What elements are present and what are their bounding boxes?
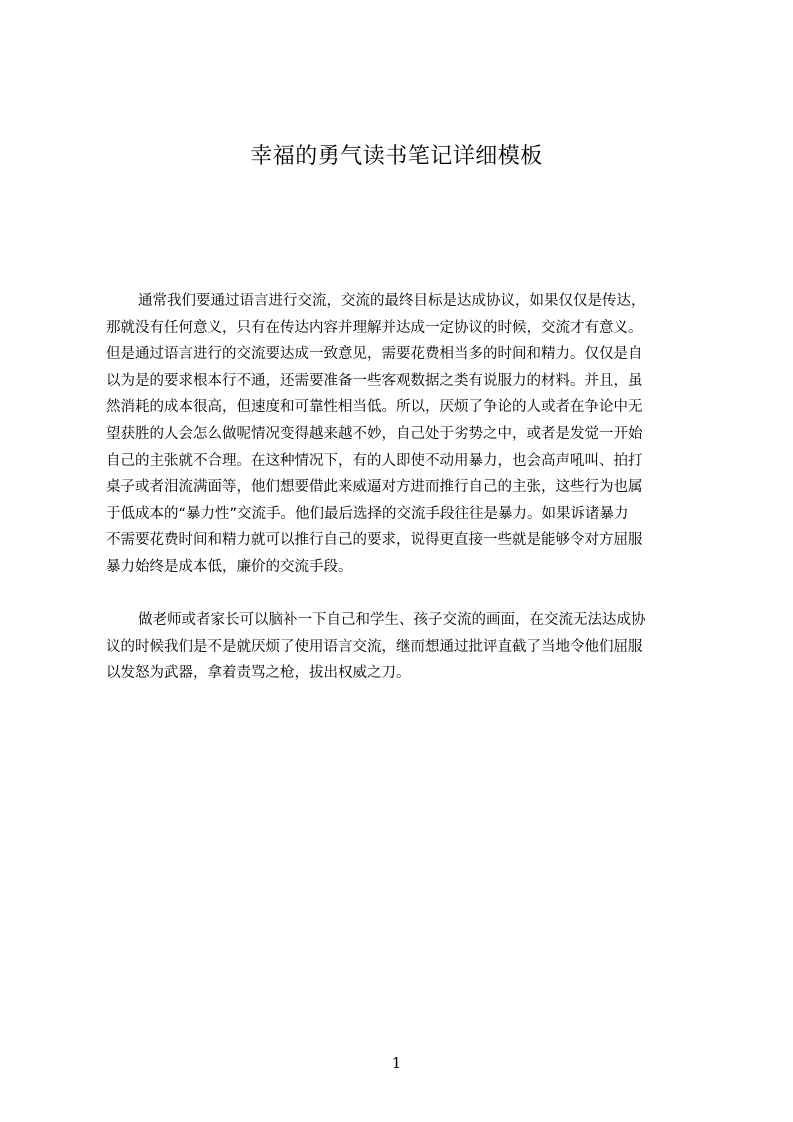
paragraph-line: 暴力始终是成本低，廉价的交流手段。 xyxy=(106,558,353,575)
paragraph-line: 通常我们要通过语言进行交流，交流的最终目标是达成协议，如果仅仅是传达， xyxy=(138,293,646,309)
paragraph-line: 那就没有任何意义，只有在传达内容并理解并达成一定协议的时候，交流才有意义。 xyxy=(106,319,643,336)
paragraph-line: 自己的主张就不合理。在这种情况下，有的人即使不动用暴力，也会高声吼叫、拍打 xyxy=(106,452,643,469)
page-title: 幸福的勇气读书笔记详细模板 xyxy=(250,144,543,169)
page-number: 1 xyxy=(391,1054,402,1072)
paragraph-line: 议的时候我们是不是就厌烦了使用语言交流，继而想通过批评直截了当地令他们屈服 xyxy=(106,638,643,655)
paragraph-line: 桌子或者泪流满面等，他们想要借此来威逼对方进而推行自己的主张，这些行为也属 xyxy=(106,479,643,496)
paragraph-line: 以为是的要求根本行不通，还需要准备一些客观数据之类有说服力的材料。并且，虽 xyxy=(106,372,643,389)
paragraph-line: 望获胜的人会怎么做呢情况变得越来越不妙，自己处于劣势之中，或者是发觉一开始 xyxy=(106,425,643,442)
paragraph-1 xyxy=(106,288,698,581)
paragraph-2 xyxy=(106,607,698,687)
paragraph-line: 于低成本的“暴力性”交流手。他们最后选择的交流手段往往是暴力。如果诉诸暴力 xyxy=(106,505,629,522)
paragraph-line: 做老师或者家长可以脑补一下自己和学生、孩子交流的画面，在交流无法达成协 xyxy=(138,612,646,628)
paragraph-line: 但是通过语言进行的交流要达成一致意见，需要花费相当多的时间和精力。仅仅是自 xyxy=(106,346,643,363)
paragraph-line: 然消耗的成本很高，但速度和可靠性相当低。所以，厌烦了争论的人或者在争论中无 xyxy=(106,399,643,416)
paragraph-line: 不需要花费时间和精力就可以推行自己的要求，说得更直接一些就是能够令对方屈服 xyxy=(106,532,643,549)
paragraph-line: 以发怒为武器，拿着责骂之枪，拔出权威之刀。 xyxy=(106,665,411,682)
